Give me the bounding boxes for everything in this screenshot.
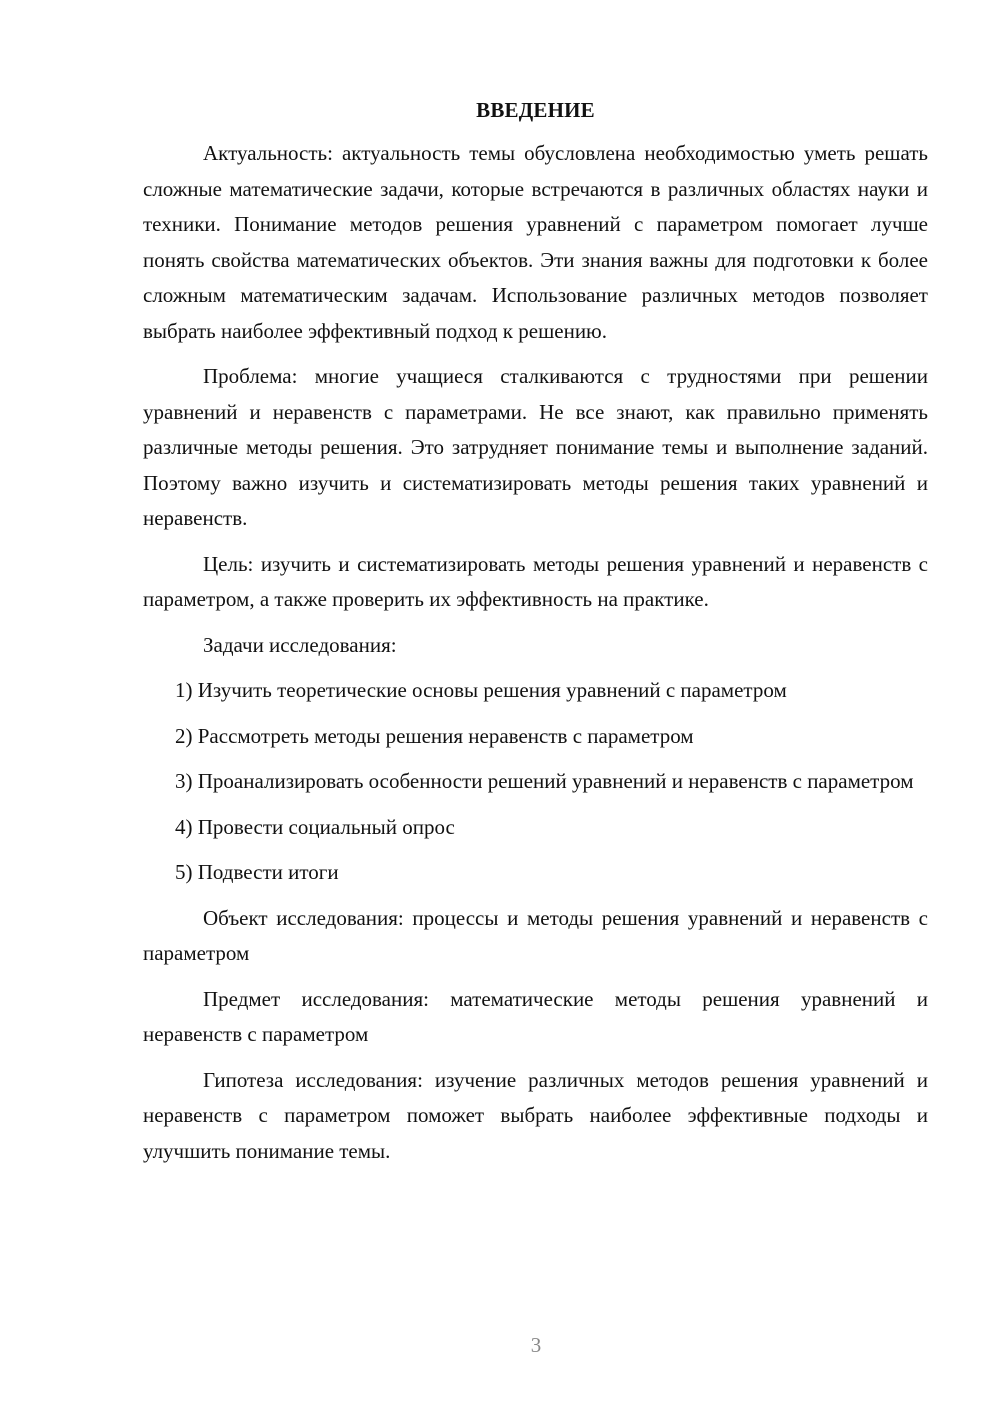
paragraph-goal: Цель: изучить и систематизировать методы решения уравнений и неравенств с параметром, а также проверить их эффективность на практике. bbox=[143, 551, 928, 611]
task-item-4: 4) Провести социальный опрос bbox=[175, 814, 455, 839]
document-page bbox=[143, 92, 928, 1179]
task-item-2: 2) Рассмотреть методы решения неравенств с параметром bbox=[175, 723, 694, 748]
task-item-3: 3) Проанализировать особенности решений уравнений и неравенств с параметром bbox=[175, 769, 914, 793]
tasks-heading: Задачи исследования: bbox=[203, 632, 397, 657]
page-title: ВВЕДЕНИЕ bbox=[476, 98, 595, 122]
paragraph-problem: Проблема: многие учащиеся сталкиваются с трудностями при решении уравнений и неравенств с параметрами. Не все знают, как правильно применять различные методы решения. Это затрудняет понимание темы и выполнение заданий. Поэтому важно изучить и систематизировать методы решения таких уравнений и неравенств. bbox=[143, 364, 928, 530]
paragraph-hypothesis: Гипотеза исследования: изучение различных методов решения уравнений и неравенств с параметром поможет выбрать наиболее эффективные подходы и улучшить понимание темы. bbox=[143, 1067, 928, 1163]
page-number: 3 bbox=[530, 1333, 542, 1357]
task-item-1: 1) Изучить теоретические основы решения уравнений с параметром bbox=[175, 678, 787, 702]
paragraph-object: Объект исследования: процессы и методы решения уравнений и неравенств с параметром bbox=[143, 905, 928, 965]
paragraph-subject: Предмет исследования: математические методы решения уравнений и неравенств с параметром bbox=[143, 986, 928, 1046]
paragraph-relevance: Актуальность: актуальность темы обусловлена необходимостью уметь решать сложные математические задачи, которые встречаются в различных областях науки и техники. Понимание методов решения уравнений с параметром помогает лучше понять свойства математических объектов. Эти знания важны для подготовки к более сложным математическим задачам. Использование различных методов позволяет выбрать наиболее эффективный подход к решению. bbox=[143, 141, 928, 343]
task-item-5: 5) Подвести итоги bbox=[175, 860, 339, 884]
